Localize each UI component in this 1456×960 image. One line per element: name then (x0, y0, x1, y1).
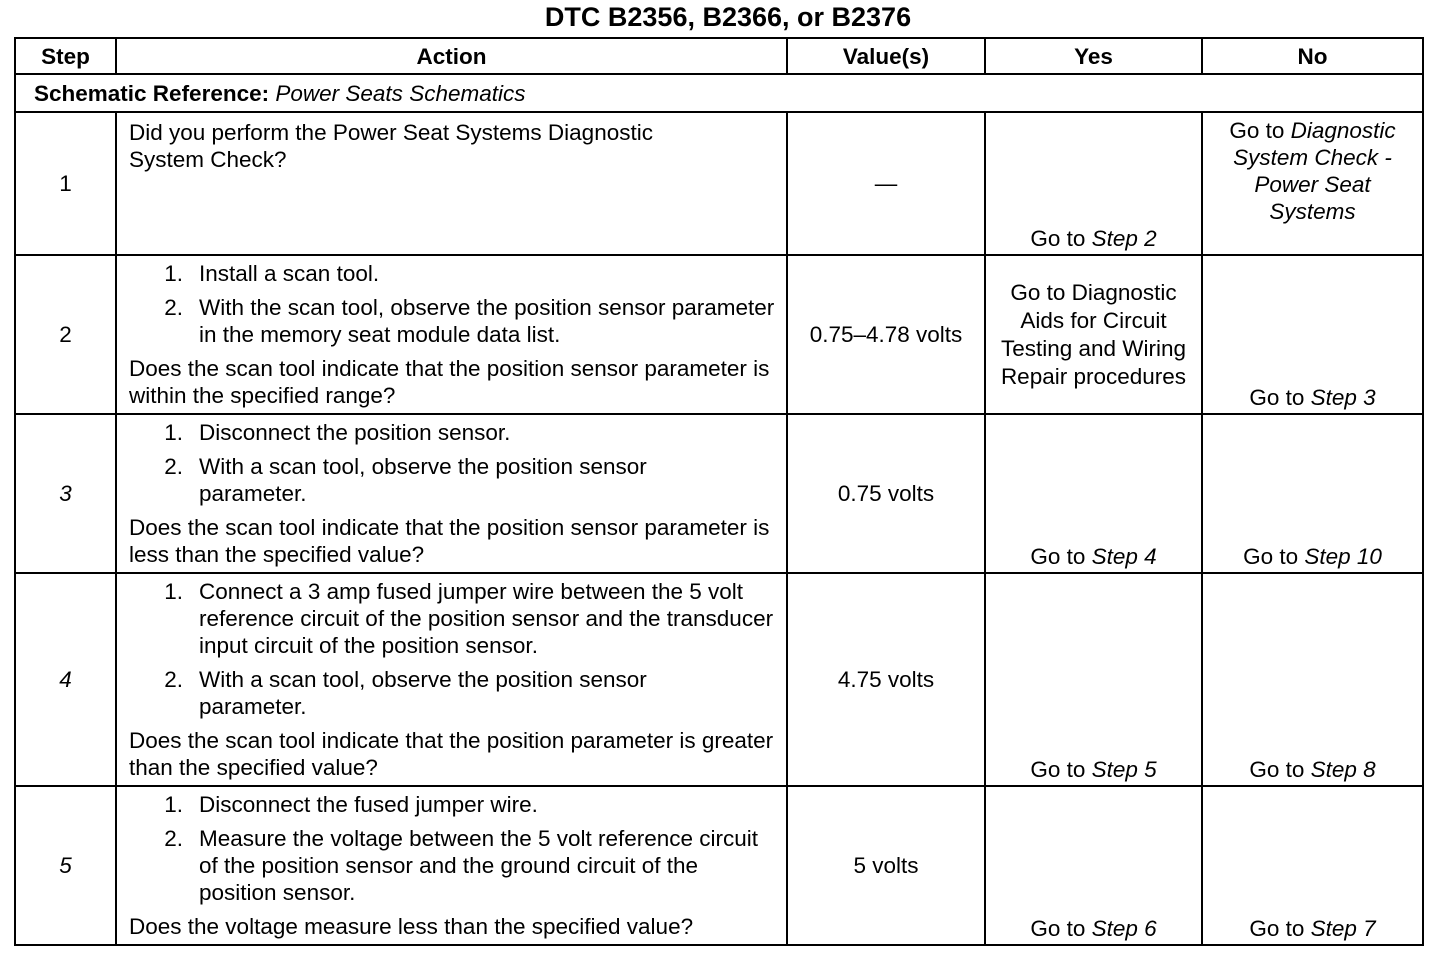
no-result[interactable] (1203, 113, 1422, 225)
yes-result[interactable] (986, 915, 1201, 942)
action-text: Did you perform the Power Seat Systems Diagnostic System Check? (129, 120, 653, 172)
action-item: With the scan tool, observe the position sensor parameter in the memory seat module data list. (199, 295, 775, 347)
yes-cell (985, 255, 1202, 414)
action-item: Connect a 3 amp fused jumper wire between the 5 volt reference circuit of the position sensor and the transducer input circuit of the position sensor. (199, 579, 774, 658)
action-item: Measure the voltage between the 5 volt reference circuit of the position sensor and the ground circuit of the position sensor. (199, 826, 759, 905)
table-row (15, 786, 1423, 945)
yes-line1: Go to Diagnostic (1010, 279, 1177, 305)
no-step-link[interactable]: Step 3 (1310, 385, 1376, 410)
diagnostic-table (14, 37, 1424, 946)
goto-text: Go to (1030, 226, 1086, 251)
no-step-link[interactable]: Step 8 (1310, 757, 1376, 782)
table-row (15, 414, 1423, 573)
no-link-line1[interactable]: Diagnostic (1290, 118, 1396, 143)
item-number: 2. (164, 667, 183, 692)
header-step: Step (15, 38, 116, 74)
no-link-line4[interactable]: Systems (1269, 199, 1356, 224)
page-title: DTC B2356, B2366, or B2376 (544, 2, 912, 32)
yes-line4: Repair procedures (1000, 363, 1187, 389)
table-row (15, 255, 1423, 414)
yes-cell (985, 414, 1202, 573)
action-cell (116, 255, 787, 414)
yes-result[interactable] (986, 543, 1201, 570)
goto-text: Go to (1249, 757, 1305, 782)
no-cell (1202, 414, 1423, 573)
yes-step-link[interactable]: Step 4 (1091, 544, 1157, 569)
action-cell (116, 573, 787, 786)
schematic-reference (15, 74, 1423, 112)
item-number: 1. (164, 420, 183, 445)
yes-step-link[interactable]: Step 5 (1091, 757, 1157, 782)
item-number: 2. (164, 454, 183, 479)
goto-text: Go to (1030, 544, 1086, 569)
action-question: Does the scan tool indicate that the position sensor parameter is less than the specified value? (129, 515, 770, 567)
header-values: Value(s) (787, 38, 985, 74)
yes-cell (985, 573, 1202, 786)
goto-text: Go to (1249, 916, 1305, 941)
no-result[interactable] (1203, 543, 1422, 570)
item-number: 2. (164, 826, 183, 851)
action-item: With a scan tool, observe the position sensor parameter. (199, 454, 647, 506)
table-row (15, 573, 1423, 786)
goto-text: Go to (1229, 118, 1285, 143)
action-item: Disconnect the fused jumper wire. (199, 792, 538, 817)
goto-text: Go to (1030, 757, 1086, 782)
action-item: Install a scan tool. (199, 261, 380, 286)
action-question: Does the scan tool indicate that the position parameter is greater than the specified value? (129, 728, 774, 780)
goto-text: Go to (1030, 916, 1086, 941)
no-link-line3[interactable]: Power Seat (1254, 172, 1371, 197)
action-question: Does the scan tool indicate that the position sensor parameter is within the specified range? (129, 356, 770, 408)
no-cell (1202, 255, 1423, 414)
action-cell (116, 786, 787, 945)
no-cell (1202, 573, 1423, 786)
no-result[interactable] (1203, 756, 1422, 783)
no-link-line2[interactable]: System Check - (1233, 145, 1392, 170)
yes-step-link[interactable]: Step 2 (1091, 226, 1157, 251)
action-cell (116, 414, 787, 573)
value-cell: 0.75–4.78 volts (787, 255, 985, 414)
header-row (15, 38, 1423, 74)
step-number: 3 (15, 414, 116, 573)
schematic-reference-link[interactable]: Power Seats Schematics (275, 80, 526, 106)
schematic-reference-label: Schematic Reference: (34, 80, 270, 106)
no-cell (1202, 112, 1423, 255)
yes-result[interactable] (986, 225, 1201, 252)
no-result[interactable] (1203, 915, 1422, 942)
step-number: 1 (15, 112, 116, 255)
action-item: Disconnect the position sensor. (199, 420, 511, 445)
action-cell (116, 112, 787, 255)
goto-text: Go to (1243, 544, 1299, 569)
value-cell: — (787, 112, 985, 255)
step-number: 5 (15, 786, 116, 945)
yes-line2: Aids for Circuit (1020, 307, 1167, 333)
value-cell: 5 volts (787, 786, 985, 945)
no-step-link[interactable]: Step 10 (1304, 544, 1382, 569)
yes-result[interactable] (986, 279, 1201, 391)
no-result[interactable] (1203, 384, 1422, 411)
yes-line3: Testing and Wiring (1000, 335, 1187, 361)
value-cell: 0.75 volts (787, 414, 985, 573)
action-question: Does the voltage measure less than the specified value? (129, 914, 694, 939)
item-number: 2. (164, 295, 183, 320)
action-item: With a scan tool, observe the position sensor parameter. (199, 667, 647, 719)
value-cell: 4.75 volts (787, 573, 985, 786)
step-number: 4 (15, 573, 116, 786)
header-no: No (1202, 38, 1423, 74)
yes-cell (985, 786, 1202, 945)
no-cell (1202, 786, 1423, 945)
item-number: 1. (164, 579, 183, 604)
step-number: 2 (15, 255, 116, 414)
header-action: Action (116, 38, 787, 74)
goto-text: Go to (1249, 385, 1305, 410)
item-number: 1. (164, 792, 183, 817)
no-step-link[interactable]: Step 7 (1310, 916, 1376, 941)
yes-step-link[interactable]: Step 6 (1091, 916, 1157, 941)
table-row (15, 112, 1423, 255)
schematic-reference-row (15, 74, 1423, 112)
header-yes: Yes (985, 38, 1202, 74)
item-number: 1. (164, 261, 183, 286)
yes-cell (985, 112, 1202, 255)
yes-result[interactable] (986, 756, 1201, 783)
